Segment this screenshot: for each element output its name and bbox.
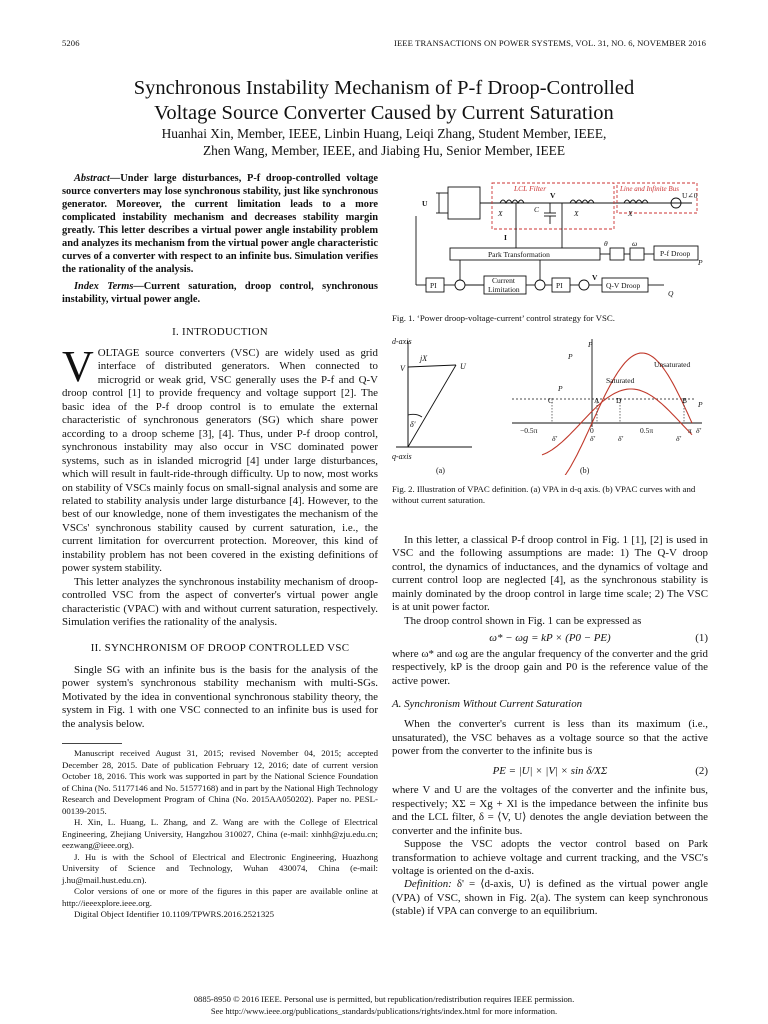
right-paragraph-5: where V and U are the voltages of the converter and the infinite bus, respectively; XΣ = Xg + Xl is the impedance between the infinite bus and the LCL filter, δ = ⟨V, U⟩ denotes the angle deviation between the converter and the infinite bus.	[392, 784, 708, 837]
right-paragraph-4: When the converter's current is less than its maximum (i.e., unsaturated), the VSC behaves as a voltage source so that the active power from the converter to the infinite bus is	[392, 718, 708, 758]
point-c: C	[548, 396, 554, 405]
figure-2	[392, 335, 708, 513]
pf-droop-label: P-f Droop	[660, 249, 691, 258]
right-paragraph-7	[392, 878, 708, 918]
footnote: Digital Object Identifier 10.1109/TPWRS.2016.2521325	[74, 909, 275, 920]
equation-1-body: ω* − ωg = kP × (P0 − PE)	[489, 632, 611, 645]
theta-label: θ	[604, 239, 608, 248]
delta-tick: δ'	[590, 434, 596, 443]
abstract-text: —Under large disturbances, P-f droop-controlled voltage source converters may lose synchronous stability, just like synchronous generator. Moreover, the current limitation leads to a more complicated instability mechanism and decreases stability margin greatly. This letter describes a virtual power angle instability problem and analyzes its mechanism from the virtual power angle characteristic curves of a converter with respect to an infinite bus. Simulation verifies the rationality of the analysis.	[62, 173, 378, 275]
section-heading-sync: II. SYNCHRONISM OF DROOP CONTROLLED VSC	[90, 641, 350, 654]
journal-header: IEEE TRANSACTIONS ON POWER SYSTEMS, VOL. 31, NO. 6, NOVEMBER 2016	[394, 38, 706, 48]
fig1-caption: Fig. 1. ‘Power droop-voltage-current’ control strategy for VSC.	[392, 313, 615, 323]
v-label: V	[592, 273, 598, 282]
v-vec-label: V	[400, 364, 405, 373]
park-label: Park Transformation	[488, 250, 550, 259]
footnotes	[62, 748, 378, 921]
xl-label: X	[628, 209, 633, 218]
current-limit-label-1: Current	[492, 276, 515, 285]
fig2a-label: (a)	[436, 466, 445, 475]
intro-paragraph-1	[62, 341, 378, 576]
index-terms-text: —Current saturation, droop control, synchronous instability, virtual power angle.	[62, 280, 378, 305]
footnote: J. Hu is with the School of Electrical and Electronic Engineering, Huazhong University of Science and Technology, Wuhan 430074, China (e-mail: j.hu@mail.hust.edu.cn).	[62, 851, 378, 885]
equation-2	[392, 765, 708, 778]
right-paragraph-6: Suppose the VSC adopts the vector control based on Park transformation to achieve voltage and current tracking, and the VSC's voltage is oriented on the d-axis.	[392, 838, 708, 877]
q-axis-label: q-axis	[392, 452, 412, 461]
point-b: B	[682, 396, 688, 405]
right-paragraph-1: In this letter, a classical P-f droop control in Fig. 1 [1], [2] is used in VSC and the following assumptions are made: 1) The Q-V droop control, the dynamics of inductances, and the dynamics of voltage and current control loop are neglected [4], as the synchronous stability is mainly dominated by the droop control in large time scale; 2) The VSC is at unit power factor.	[392, 534, 708, 614]
sync-paragraph-1: Single SG with an infinite bus is the basis for the analysis of the power system's synchronous stability mechanism with multi-SGs. Motivated by the idea in conventional synchronous stability theory, the system in Fig. 1 with one VSC connected to an infinite bus is used for the analysis below.	[62, 663, 378, 730]
u-vec-label: U	[460, 362, 466, 371]
footnote-divider	[62, 743, 122, 744]
delta-label: δ'	[410, 420, 416, 429]
index-terms	[62, 281, 378, 307]
right-paragraph-2: The droop control shown in Fig. 1 can be expressed as	[404, 614, 642, 627]
authors	[0, 125, 768, 159]
xg-label: X	[574, 209, 579, 218]
copyright-line-2: See http://www.ieee.org/publications_standards/publications/rights/index.html for more information.	[210, 1005, 558, 1016]
tick-label: 0.5π	[640, 426, 654, 435]
lcl-box	[492, 183, 614, 229]
subsection-a-heading: A. Synchronism Without Current Saturation	[392, 697, 583, 710]
saturated-label: Saturated	[606, 376, 635, 385]
authors-line: Zhen Wang, Member, IEEE, and Jiabing Hu, Senior Member, IEEE	[202, 143, 566, 158]
fig1-diagram	[392, 176, 708, 306]
point-d: D	[616, 396, 622, 405]
footnote: Manuscript received August 31, 2015; revised November 04, 2015; accepted December 28, 2015. Date of publication February 12, 2016; date of current version October 18, 2016. This work was supported in part by the National Science Foundation of China (No. 51177146 and No. 51577168) and in part by the National High Technology Research and Development Program of China (No. 2015AA050202). Paper no. PESL-00139-2015.	[62, 748, 378, 816]
abstract-lead: Abstract	[74, 173, 110, 184]
copyright-notice	[0, 994, 768, 1017]
pi-label-1: PI	[430, 281, 437, 290]
index-terms-lead: Index Terms	[74, 280, 134, 292]
delta-axis-label: δ'	[696, 426, 702, 435]
delta-tick: δ'	[618, 434, 624, 443]
unsaturated-label: Unsaturated	[654, 360, 691, 369]
title-line: Synchronous Instability Mechanism of P-f Droop-Controlled	[133, 77, 635, 99]
equation-1	[392, 632, 708, 645]
udc-label: U	[422, 199, 428, 208]
fig2-diagram	[392, 335, 708, 475]
equation-2-body: PE = |U| × |V| × sin δ/XΣ	[492, 764, 608, 777]
qe-label: Q	[668, 289, 674, 298]
p-unsat-label: P	[568, 352, 573, 361]
authors-line: Huanhai Xin, Member, IEEE, Linbin Huang, Leiqi Zhang, Student Member, IEEE,	[161, 126, 607, 141]
intro-text-1: OLTAGE source converters (VSC) are widely used as grid interface of distributed generators. When connected to microgrid or weak grid, VSC generally uses the P-f and Q-V droop control [1] to provide frequency and voltage support [2]. The basic idea of the P-f droop control is to emulate the external characteristic of synchronous generators (SG) which share power according to a droop scheme [3], [4]. Thus, under P-f droop control, synchronous instability may also occur in VSC dominated power systems, such as in islanded microgrid [4] under large disturbances, which will result in fault-ride-through difficulty. Up to now, most works on stability of VSCs mainly focus on small-signal analysis and some are related to stability analysis under large disturbance [4]. However, to the best of our knowledge, none of them investigates the mechanism of the VSCs' synchronous stability caused by current saturation, i.e., the current limitation for overcurrent protection. Moreover, this kind of instability problem has not been covered in the existing definitions of power system stability.	[62, 346, 378, 575]
fig2-caption: Fig. 2. Illustration of VPAC definition. (a) VPA in d-q axis. (b) VPAC curves with and without current saturation.	[392, 484, 696, 505]
omega-label: ω	[632, 239, 638, 248]
title-line: Voltage Source Converter Caused by Current Saturation	[154, 102, 614, 124]
intro-paragraph-2: This letter analyzes the synchronous instability mechanism of droop-controlled VSC from the aspect of converter's virtual power angle characteristic (VPAC) with and without current saturation, respectively. Simulation verifies the rationality of the analysis.	[62, 575, 378, 629]
pi-label-2: PI	[556, 281, 563, 290]
tick-label: π	[688, 426, 692, 435]
current-limit-label-2: Limitation	[488, 285, 520, 294]
cf-label: C	[534, 205, 540, 214]
delta-tick: δ'	[676, 434, 682, 443]
fig2b-label: (b)	[580, 466, 590, 475]
definition-text: δ' = ⟨d-axis, U⟩ is defined as the virtual power angle (VPA) of VSC, shown in Fig. 2(a). The system can keep synchronous (stable) if VPA can converge to an equilibrium.	[392, 878, 708, 918]
tick-label: −0.5π	[520, 426, 538, 435]
right-column	[392, 534, 708, 919]
iabc-label: I	[504, 233, 507, 242]
page-number: 5206	[62, 38, 80, 48]
converter-box	[448, 187, 480, 219]
abstract	[62, 173, 378, 277]
p-sat-label: P	[558, 384, 563, 393]
equation-2-number: (2)	[695, 764, 708, 777]
d-axis-label: d-axis	[392, 337, 412, 346]
point-a: A	[594, 396, 600, 405]
p0-label: P	[698, 400, 703, 409]
jx-label: jX	[420, 354, 428, 363]
xf-label: X	[498, 209, 503, 218]
tick-label: 0	[590, 426, 594, 435]
section-heading-intro: I. INTRODUCTION	[172, 325, 268, 338]
left-column	[62, 173, 378, 921]
right-paragraph-3: where ω* and ωg are the angular frequency of the converter and the grid respectively, kP is the droop gain and P0 is the reference value of the active power.	[392, 647, 708, 687]
pe-label: P	[698, 258, 703, 267]
delta-tick: δ'	[552, 434, 558, 443]
figure-1	[392, 176, 708, 323]
definition-lead: Definition:	[404, 878, 452, 891]
u0-label: U∠0	[682, 191, 698, 200]
qv-droop-label: Q-V Droop	[606, 281, 641, 290]
p-axis-label: P	[588, 340, 593, 349]
equation-1-number: (1)	[695, 632, 708, 645]
dropcap: V	[62, 341, 94, 391]
lcl-label: LCL Filter	[514, 184, 547, 193]
vabc-label: V	[550, 191, 556, 200]
paper-title	[0, 76, 768, 126]
footnote: Color versions of one or more of the figures in this paper are available online at http://ieeexplore.ieee.org.	[62, 886, 378, 908]
copyright-line-1: 0885-8950 © 2016 IEEE. Personal use is permitted, but republication/redistribution requires IEEE permission.	[193, 994, 575, 1004]
line-bus-label: Line and Infinite Bus	[620, 185, 679, 193]
footnote: H. Xin, L. Huang, L. Zhang, and Z. Wang are with the College of Electrical Engineering, Zhejiang University, Hangzhou 310027, China (e-mail: xinhh@zju.edu.cn; eezwang@ieee.org).	[62, 817, 378, 851]
